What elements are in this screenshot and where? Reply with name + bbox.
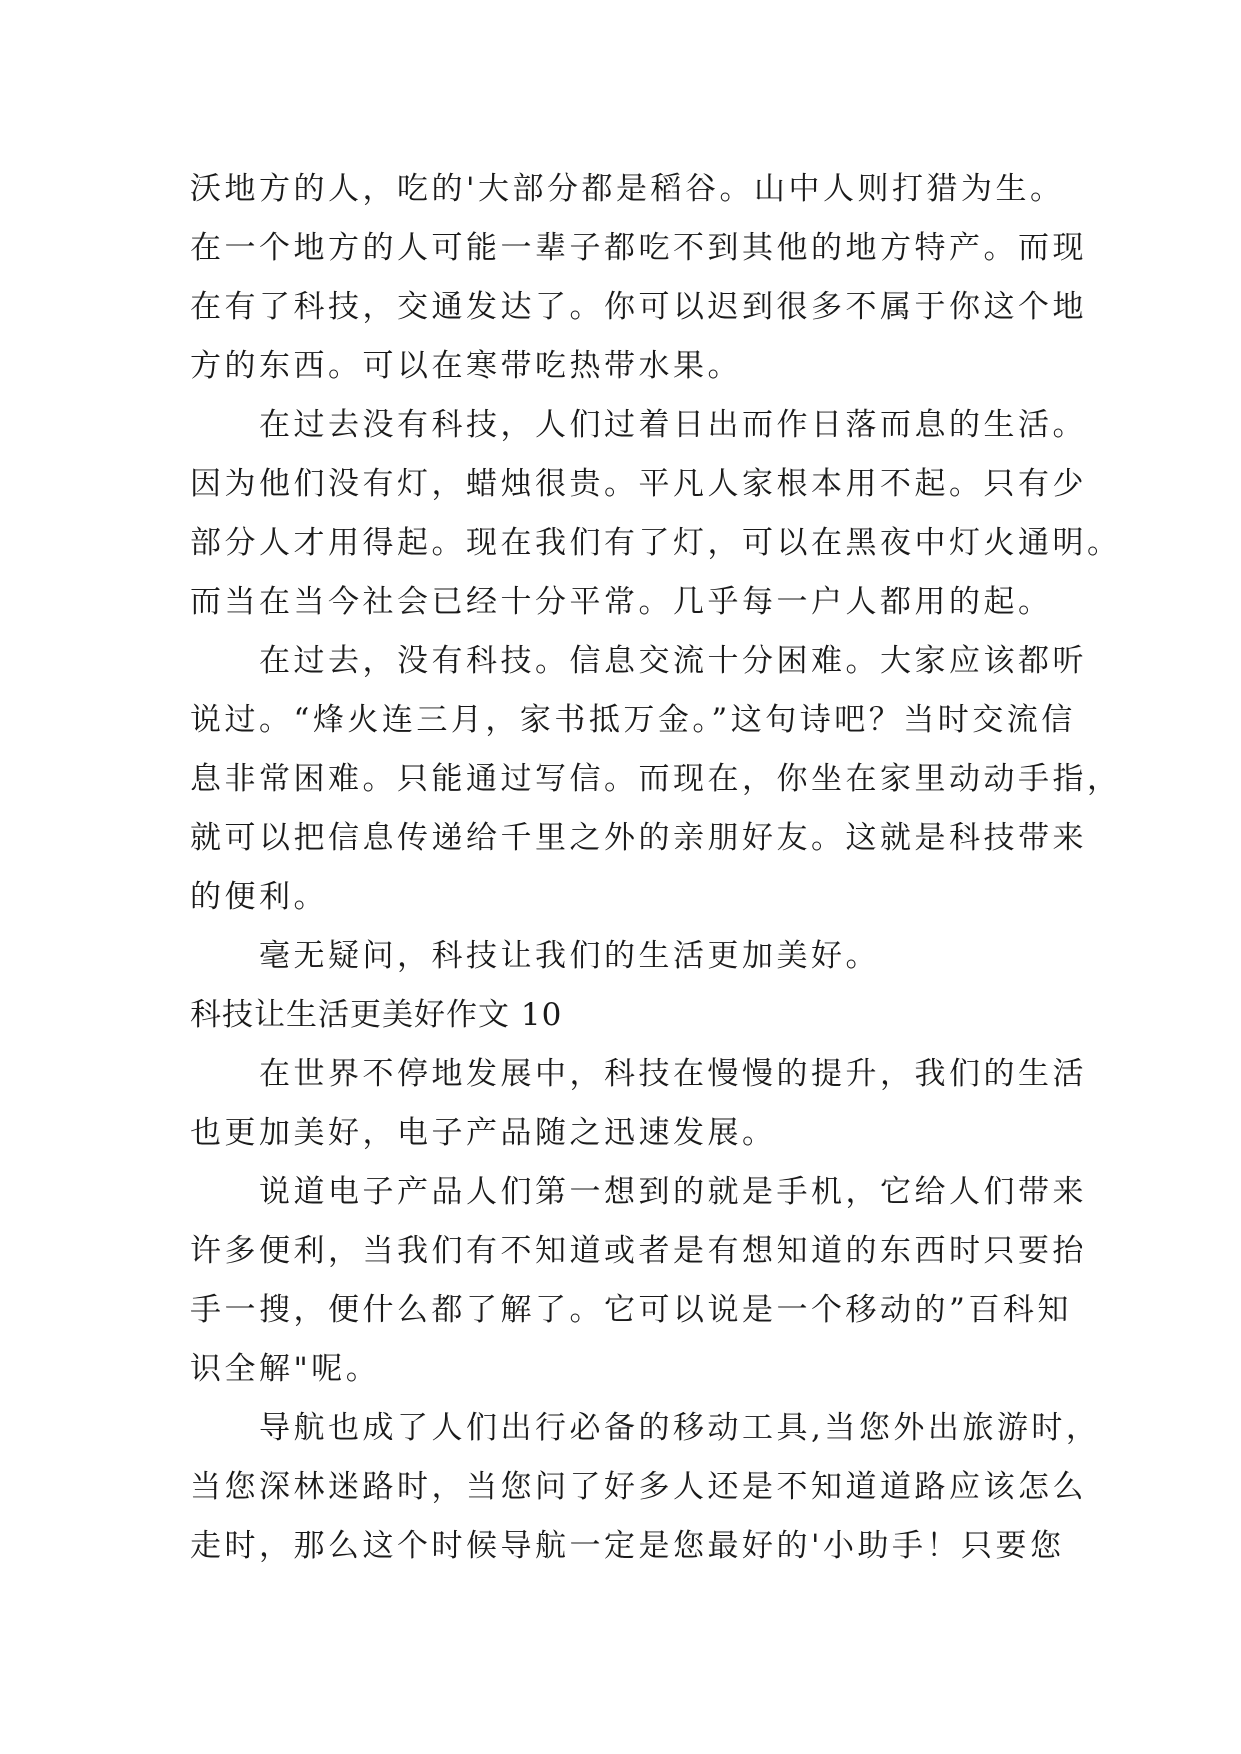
paragraph-start-line: 在世界不停地发展中，科技在慢慢的提升，我们的生活 — [190, 1056, 1087, 1092]
text-line: 就可以把信息传递给千里之外的亲朋好友。这就是科技带来 — [190, 820, 1087, 856]
text-line: 走时，那么这个时候导航一定是您最好的'小助手！只要您 — [190, 1528, 1065, 1564]
text-line: 部分人才用得起。现在我们有了灯，可以在黑夜中灯火通明。 — [190, 525, 1122, 561]
paragraph-start-line: 导航也成了人们出行必备的移动工具,当您外出旅游时， — [190, 1410, 1101, 1446]
text-line: 识全解"呢。 — [190, 1351, 381, 1387]
text-line: 当您深林迷路时，当您问了好多人还是不知道道路应该怎么 — [190, 1469, 1087, 1505]
text-line: 说过。“烽火连三月，家书抵万金。”这句诗吧？当时交流信 — [190, 702, 1076, 738]
text-line: 息非常困难。只能通过写信。而现在，你坐在家里动动手指， — [190, 761, 1122, 797]
document-body — [190, 160, 1122, 1576]
text-line: 因为他们没有灯，蜡烛很贵。平凡人家根本用不起。只有少 — [190, 466, 1087, 502]
paragraph-start-line: 毫无疑问，科技让我们的生活更加美好。 — [190, 938, 880, 974]
text-line: 沃地方的人，吃的'大部分都是稻谷。山中人则打猎为生。 — [190, 171, 1065, 207]
text-line: 方的东西。可以在寒带吃热带水果。 — [190, 348, 742, 384]
text-line: 而当在当今社会已经十分平常。几乎每一户人都用的起。 — [190, 584, 1053, 620]
text-line: 许多便利，当我们有不知道或者是有想知道的东西时只要抬 — [190, 1233, 1087, 1269]
text-line: 在一个地方的人可能一辈子都吃不到其他的地方特产。而现 — [190, 230, 1087, 266]
text-line: 手一搜，便什么都了解了。它可以说是一个移动的”百科知 — [190, 1292, 1072, 1328]
text-line: 在有了科技，交通发达了。你可以迟到很多不属于你这个地 — [190, 289, 1087, 325]
paragraph-start-line: 说道电子产品人们第一想到的就是手机，它给人们带来 — [190, 1174, 1087, 1210]
section-title: 科技让生活更美好作文 10 — [190, 997, 563, 1033]
text-line: 也更加美好，电子产品随之迅速发展。 — [190, 1115, 777, 1151]
text-line: 的便利。 — [190, 879, 328, 915]
paragraph-start-line: 在过去，没有科技。信息交流十分困难。大家应该都听 — [190, 643, 1087, 679]
paragraph-start-line: 在过去没有科技，人们过着日出而作日落而息的生活。 — [190, 407, 1087, 443]
